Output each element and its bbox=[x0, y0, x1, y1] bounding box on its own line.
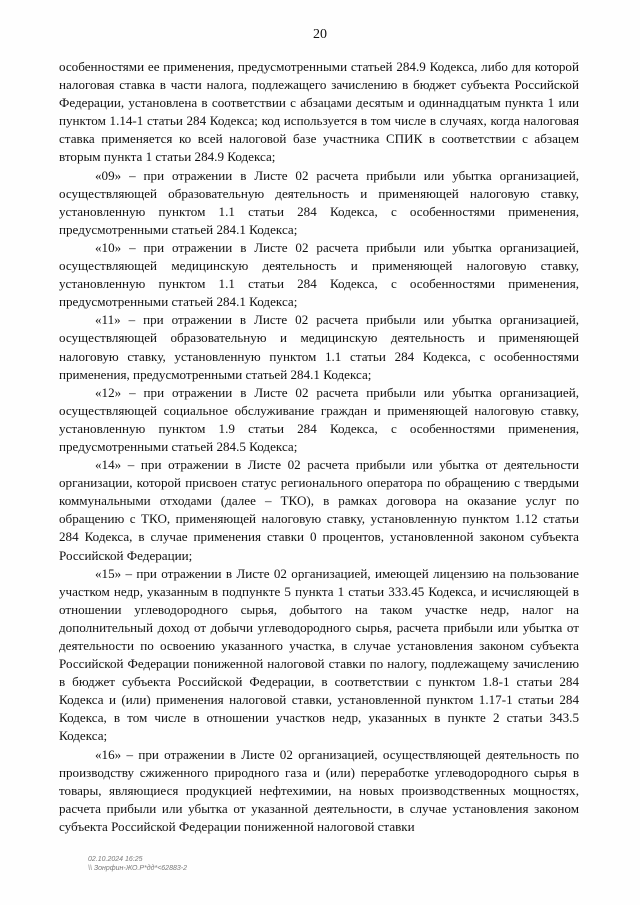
paragraph-code-16: «16» – при отражении в Листе 02 организацией, осуществляющей деятельность по производству сжиженного природного газа и (или) переработке углеводородного сырья в товары, являющиеся продукцией нефтехимии, на новых производственных мощностях, расчета прибыли или убытка от указанной деятельности, в случае установления законом субъекта Российской Федерации пониженной налоговой ставки bbox=[59, 746, 579, 834]
paragraph-code-14: «14» – при отражении в Листе 02 расчета прибыли или убытка от деятельности организации, которой присвоен статус регионального оператора по обращению с твердыми коммунальными отходами (далее – ТКО), в рамках договора на оказание услуг по обращению с ТКО, применяющей налоговую ставку, установленную пунктом 1.12 статьи 284 Кодекса, в случае применения ставки 0 процентов, установленной законом субъекта Российской Федерации; bbox=[59, 457, 579, 563]
footer-file-path: \\ Зонрфин-ЖО.Р*дд*<62883-2 bbox=[88, 865, 187, 872]
footer-timestamp: 02.10.2024 16:25 bbox=[88, 856, 143, 863]
paragraph-continuation: особенностями ее применения, предусмотренными статьей 284.9 Кодекса, либо для которой налоговая ставка в части налога, подлежащего зачислению в бюджет субъекта Российской Федерации, установлена в соответствии с абзацами десятым и одиннадцатым пункта 1 или пунктом 1.14-1 статьи 284 Кодекса; код используется в том числе в случаях, когда налоговая ставка применяется ко всей налоговой базе участника СПИК в соответствии с абзацем вторым пункта 1 статьи 284.9 Кодекса; bbox=[59, 59, 579, 165]
paragraph-code-11: «11» – при отражении в Листе 02 расчета прибыли или убытка организацией, осуществляющей образовательную и медицинскую деятельность и применяющей налоговую ставку, установленную пунктом 1.1 статьи 284 Кодекса, с особенностями применения, предусмотренными статьей 284.1 Кодекса; bbox=[59, 312, 579, 382]
document-body bbox=[59, 58, 579, 836]
paragraph-code-09: «09» – при отражении в Листе 02 расчета прибыли или убытка организацией, осуществляющей образовательную деятельность и применяющей налоговую ставку, установленную пунктом 1.1 статьи 284 Кодекса, с особенностями применения, предусмотренными статьей 284.1 Кодекса; bbox=[59, 167, 579, 237]
paragraph-code-10: «10» – при отражении в Листе 02 расчета прибыли или убытка организацией, осуществляющей медицинскую деятельность и применяющей налоговую ставку, установленную пунктом 1.1 статьи 284 Кодекса, с особенностями применения, предусмотренными статьей 284.1 Кодекса; bbox=[59, 239, 579, 310]
print-footer bbox=[88, 855, 187, 873]
page-number: 20 bbox=[313, 27, 327, 42]
paragraph-code-12: «12» – при отражении в Листе 02 расчета прибыли или убытка организацией, осуществляющей социальное обслуживание граждан и применяющей налоговую ставку, установленную пунктом 1.9 статьи 284 Кодекса, с особенностями применения, предусмотренными статьей 284.5 Кодекса; bbox=[59, 384, 579, 454]
paragraph-code-15: «15» – при отражении в Листе 02 организацией, имеющей лицензию на пользование участком недр, указанным в подпункте 5 пункта 1 статьи 333.45 Кодекса, и исчисляющей в отношении углеводородного сырья, добытого на таком участке недр, налог на дополнительный доход от добычи углеводородного сырья, расчета прибыли или убытка от деятельности по освоению указанного участка, в случае установления законом субъекта Российской Федерации пониженной налоговой ставки по налогу, подлежащему зачислению в бюджет субъекта Российской Федерации, в соответствии с пунктом 1.8-1 статьи 284 Кодекса и (или) применения налоговой ставки, установленной пунктом 1.17-1 статьи 284 Кодекса, в том числе в отношении участков недр, указанных в пункте 2 статьи 343.5 Кодекса; bbox=[59, 565, 579, 744]
